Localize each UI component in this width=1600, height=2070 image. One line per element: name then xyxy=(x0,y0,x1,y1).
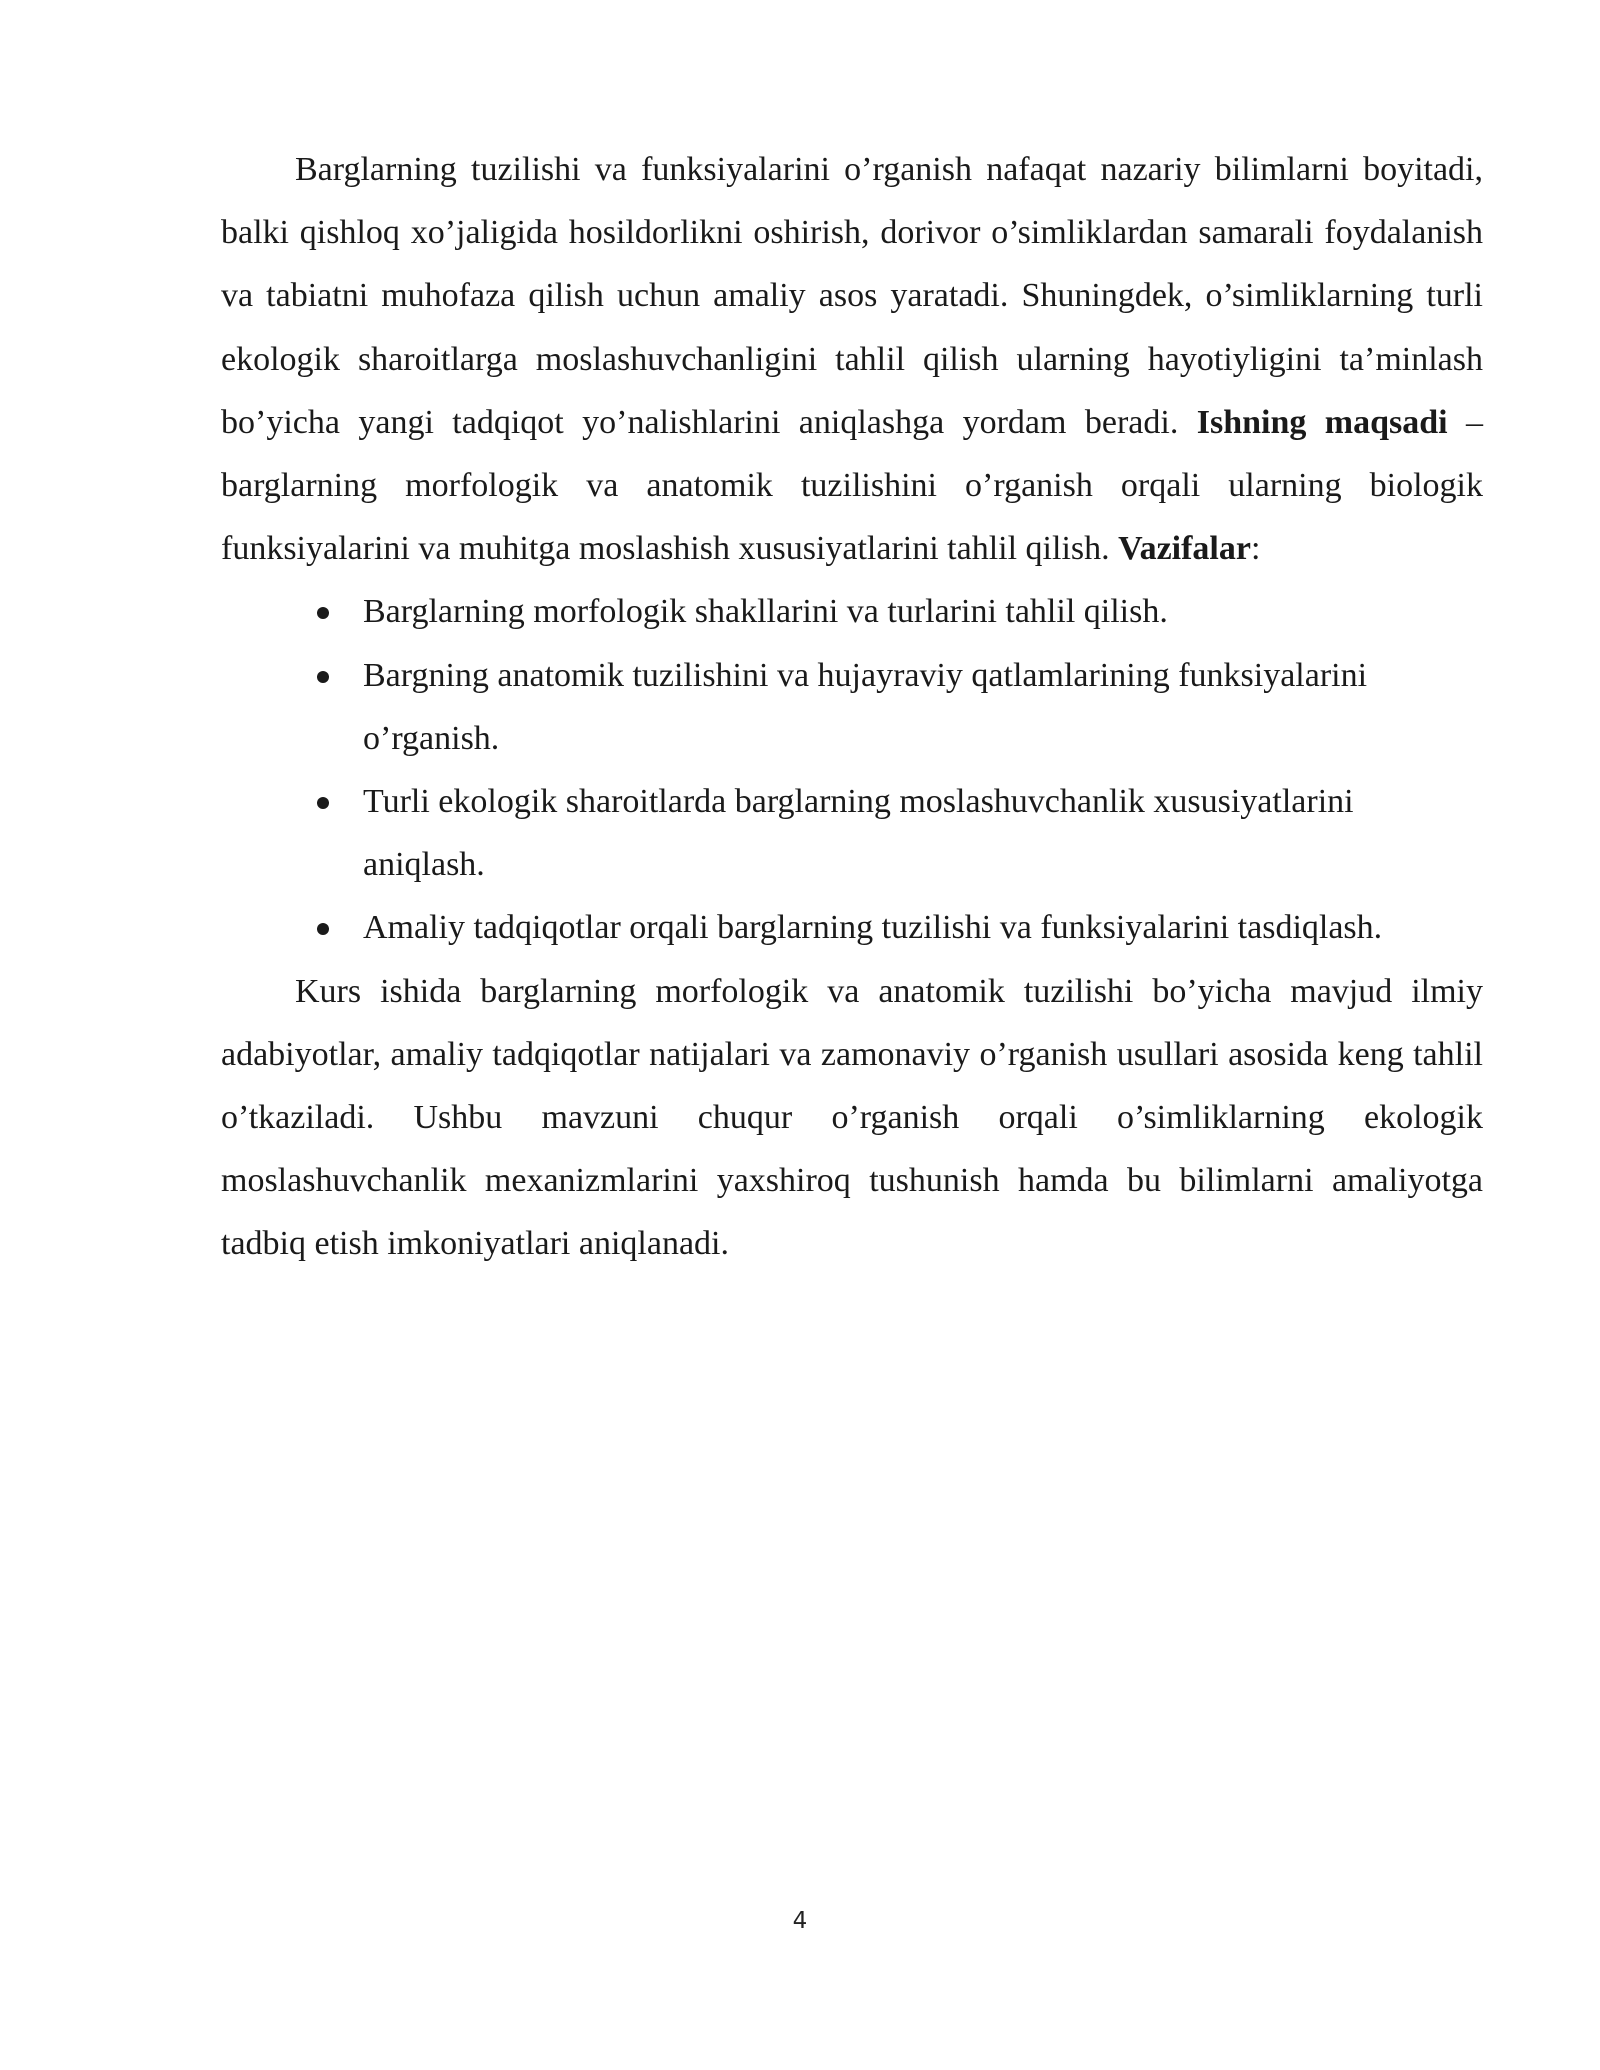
task-text: Amaliy tadqiqotlar orqali barglarning tuzilishi va funksiyalarini tasdiqlash. xyxy=(363,909,1383,947)
tasks-label: Vazifalar xyxy=(1118,530,1251,568)
conclusion-paragraph: Kurs ishida barglarning morfologik va anatomik tuzilishi bo’yicha mavjud ilmiy adabiyotlar, amaliy tadqiqotlar natijalari va zamonaviy o’rganish usullari asosida keng tahlil o’tkaziladi. Ushbu mavzuni chuqur o’rganish orqali o’simliklarning ekologik moslashuvchanlik mexanizmlarini yaxshiroq tushunish hamda bu bilimlarni amaliyotga tadbiq etish imkoniyatlari aniqlanadi. xyxy=(221,972,1483,1263)
bullet-icon xyxy=(317,797,329,809)
list-item xyxy=(221,580,1483,643)
task-text: Bargning anatomik tuzilishini va hujayraviy qatlamlarining funksiyalarini o’rganish. xyxy=(363,656,1368,757)
document-page xyxy=(221,138,1483,1276)
task-text: Turli ekologik sharoitlarda barglarning moslashuvchanlik xususiyatlarini aniqlash. xyxy=(363,783,1354,884)
intro-paragraph xyxy=(221,138,1483,580)
tasks-colon: : xyxy=(1250,530,1261,568)
page-number: 4 xyxy=(792,1908,808,1934)
bullet-icon xyxy=(317,607,329,619)
intro-text: Barglarning tuzilishi va funksiyalarini o’rganish nafaqat nazariy bilimlarni boyitadi, balki qishloq xo’jaligida hosildorlikni oshirish, dorivor o’simliklardan samarali foydalanish va tabiatni muhofaza qilish uchun amaliy asos yaratadi. Shuningdek, o’simliklarning turli ekologik sharoitlarga moslashuvchanligini tahlil qilish ularning hayotiyligini ta’minlash bo’yicha yangi tadqiqot yo’nalishlarini aniqlashga yordam beradi. xyxy=(221,151,1483,441)
list-item xyxy=(221,770,1483,896)
list-item xyxy=(221,896,1483,959)
list-item xyxy=(221,644,1483,770)
tasks-list xyxy=(221,580,1483,959)
task-text: Barglarning morfologik shakllarini va turlarini tahlil qilish. xyxy=(363,593,1168,631)
goal-text: – barglarning morfologik va anatomik tuzilishini o’rganish orqali ularning biologik funksiyalarini va muhitga moslashish xususiyatlarini tahlil qilish. xyxy=(221,403,1483,568)
bullet-icon xyxy=(317,923,329,935)
goal-label: Ishning maqsadi xyxy=(1196,403,1448,441)
bullet-icon xyxy=(317,671,329,683)
